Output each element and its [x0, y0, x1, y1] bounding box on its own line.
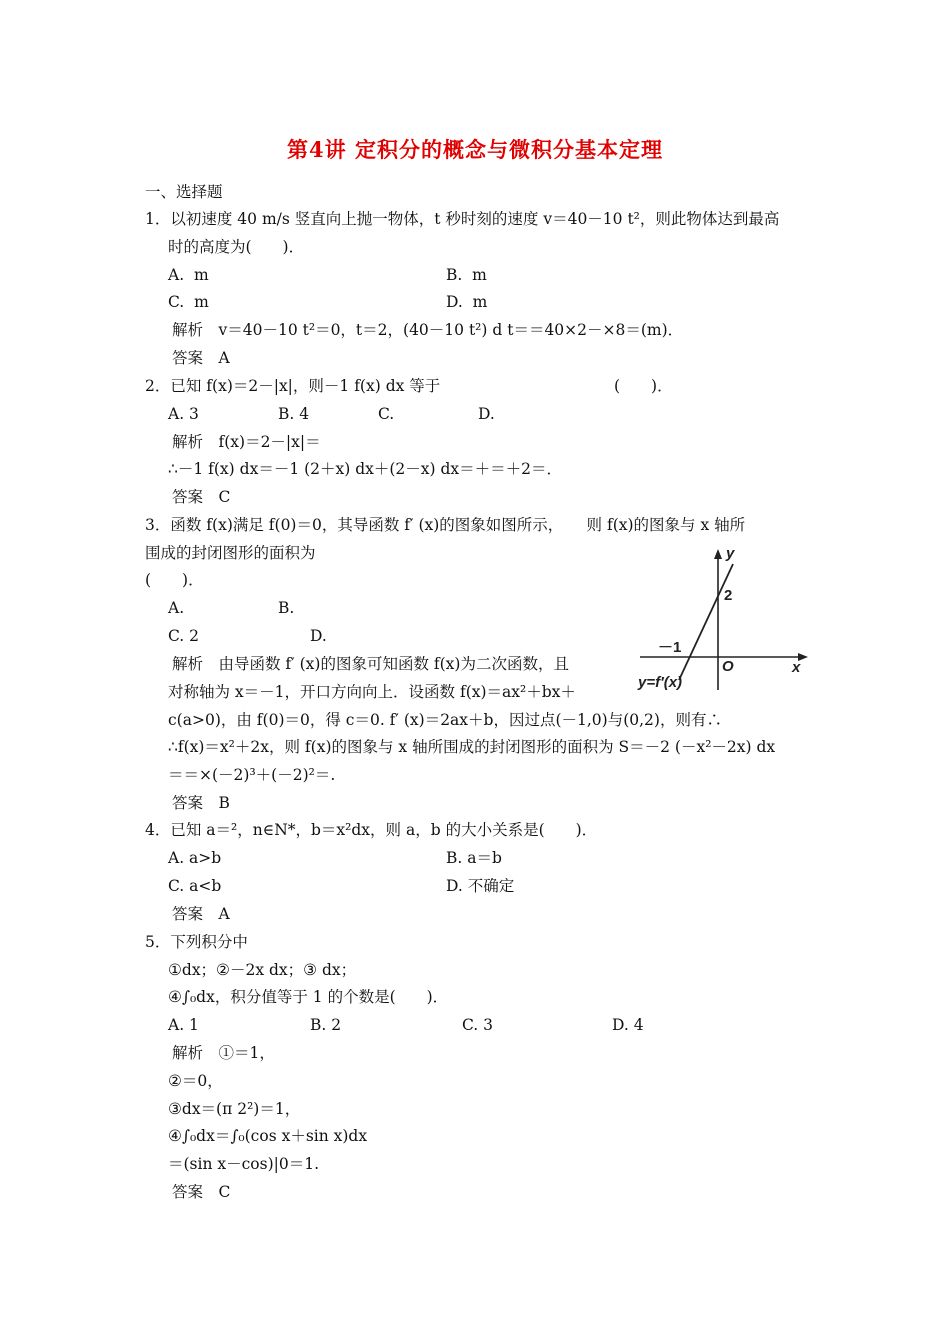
q2-answer-paren: ( )．	[614, 377, 673, 395]
q2-analysis-line2: ∴－1 f(x) dx＝－1 (2＋x) dx＋(2－x) dx＝＋＝＋2＝．	[168, 460, 563, 478]
q3-analysis-line4: ∴f(x)＝x²＋2x，则 f(x)的图象与 x 轴所围成的封闭图形的面积为 S＝－2 (－x²－2x) dx	[168, 738, 776, 756]
y-axis-label: y	[726, 545, 735, 562]
q2-option-d: D.	[478, 405, 495, 423]
derivative-graph	[632, 540, 812, 700]
q5-option-b: B. 2	[310, 1016, 342, 1034]
q1-option-d: D. m	[446, 293, 488, 311]
q1-analysis: 解析 v＝40－10 t²＝0，t＝2，(40－10 t²) d t＝＝40×2－×8＝(m)．	[172, 321, 684, 339]
q5-option-d: D. 4	[612, 1016, 644, 1034]
q1-stem-line2: 时的高度为( )．	[168, 238, 305, 256]
y-tick-label: 2	[724, 587, 733, 604]
q3-answer: 答案 B	[172, 794, 230, 812]
q5-analysis-line5: ＝(sin x－cos)|0＝1.	[168, 1155, 319, 1173]
q5-answer: 答案 C	[172, 1183, 231, 1201]
q5-option-a: A. 1	[168, 1016, 199, 1034]
q4-option-a: A. a>b	[168, 849, 222, 867]
q1-stem-line1: 1．以初速度 40 m/s 竖直向上抛一物体，t 秒时刻的速度 v＝40－10 t²，则此物体达到最高	[145, 210, 780, 228]
x-axis-label: x	[792, 659, 801, 676]
section-heading: 一、选择题	[145, 183, 223, 201]
q3-analysis-line2: 对称轴为 x＝－1，开口方向向上．设函数 f(x)＝ax²＋bx＋	[168, 683, 576, 701]
q3-stem-line3: ( )．	[145, 571, 204, 589]
x-tick-label: －1	[658, 639, 682, 656]
q4-answer: 答案 A	[172, 905, 230, 923]
q5-option-c: C. 3	[462, 1016, 494, 1034]
q5-stem: 5．下列积分中	[145, 933, 248, 951]
q2-analysis-line1: 解析 f(x)＝2－|x|＝	[172, 433, 321, 451]
q2-option-a: A. 3	[168, 405, 199, 423]
q2-option-c: C.	[378, 405, 395, 423]
q5-items-line2: ④∫₀dx，积分值等于 1 的个数是( )．	[168, 988, 449, 1006]
q2-option-b: B. 4	[278, 405, 310, 423]
q3-stem-line1: 3．函数 f(x)满足 f(0)＝0，其导函数 f′ (x)的图象如图所示， 则 f(x)的图象与 x 轴所	[145, 516, 746, 534]
y-axis-arrow	[714, 549, 722, 559]
q3-option-b: B.	[278, 599, 295, 617]
q5-analysis-line4: ④∫₀dx＝∫₀(cos x＋sin x)dx	[168, 1127, 368, 1145]
q3-option-d: D.	[310, 627, 327, 645]
q3-analysis-line5: ＝＝×(－2)³＋(－2)²＝.	[168, 766, 336, 784]
q3-stem-line2: 围成的封闭图形的面积为	[145, 544, 316, 562]
q3-option-a: A.	[168, 599, 185, 617]
q4-option-b: B. a＝b	[446, 849, 502, 867]
q2-answer: 答案 C	[172, 488, 231, 506]
q3-analysis-line1: 解析 由导函数 f′ (x)的图象可知函数 f(x)为二次函数，且	[172, 655, 569, 673]
q5-items-line1: ①dx；②－2x dx；③ dx；	[168, 961, 357, 979]
q4-option-c: C. a<b	[168, 877, 222, 895]
q3-option-c: C. 2	[168, 627, 200, 645]
q2-stem: 2．已知 f(x)＝2－|x|，则－1 f(x) dx 等于	[145, 377, 441, 395]
q5-analysis-line3: ③dx＝(π 2²)＝1，	[168, 1100, 301, 1118]
curve-label: y=f′(x)	[638, 674, 683, 691]
q1-answer: 答案 A	[172, 349, 230, 367]
q5-analysis-line1: 解析 ①＝1，	[172, 1044, 275, 1062]
page-title: 第4讲 定积分的概念与微积分基本定理	[287, 137, 663, 162]
q5-analysis-line2: ②＝0，	[168, 1072, 223, 1090]
q4-stem: 4．已知 a＝²，n∈N*，b＝x²dx，则 a，b 的大小关系是( )．	[145, 821, 598, 839]
origin-label: O	[722, 658, 734, 675]
q3-analysis-line3: c(a>0)，由 f(0)＝0，得 c＝0. f′ (x)＝2ax＋b，因过点(－1,0)与(0,2)，则有∴	[168, 711, 722, 729]
q1-option-b: B. m	[446, 266, 487, 284]
q4-option-d: D. 不确定	[446, 877, 515, 895]
q1-option-c: C. m	[168, 293, 209, 311]
q1-option-a: A. m	[168, 266, 209, 284]
